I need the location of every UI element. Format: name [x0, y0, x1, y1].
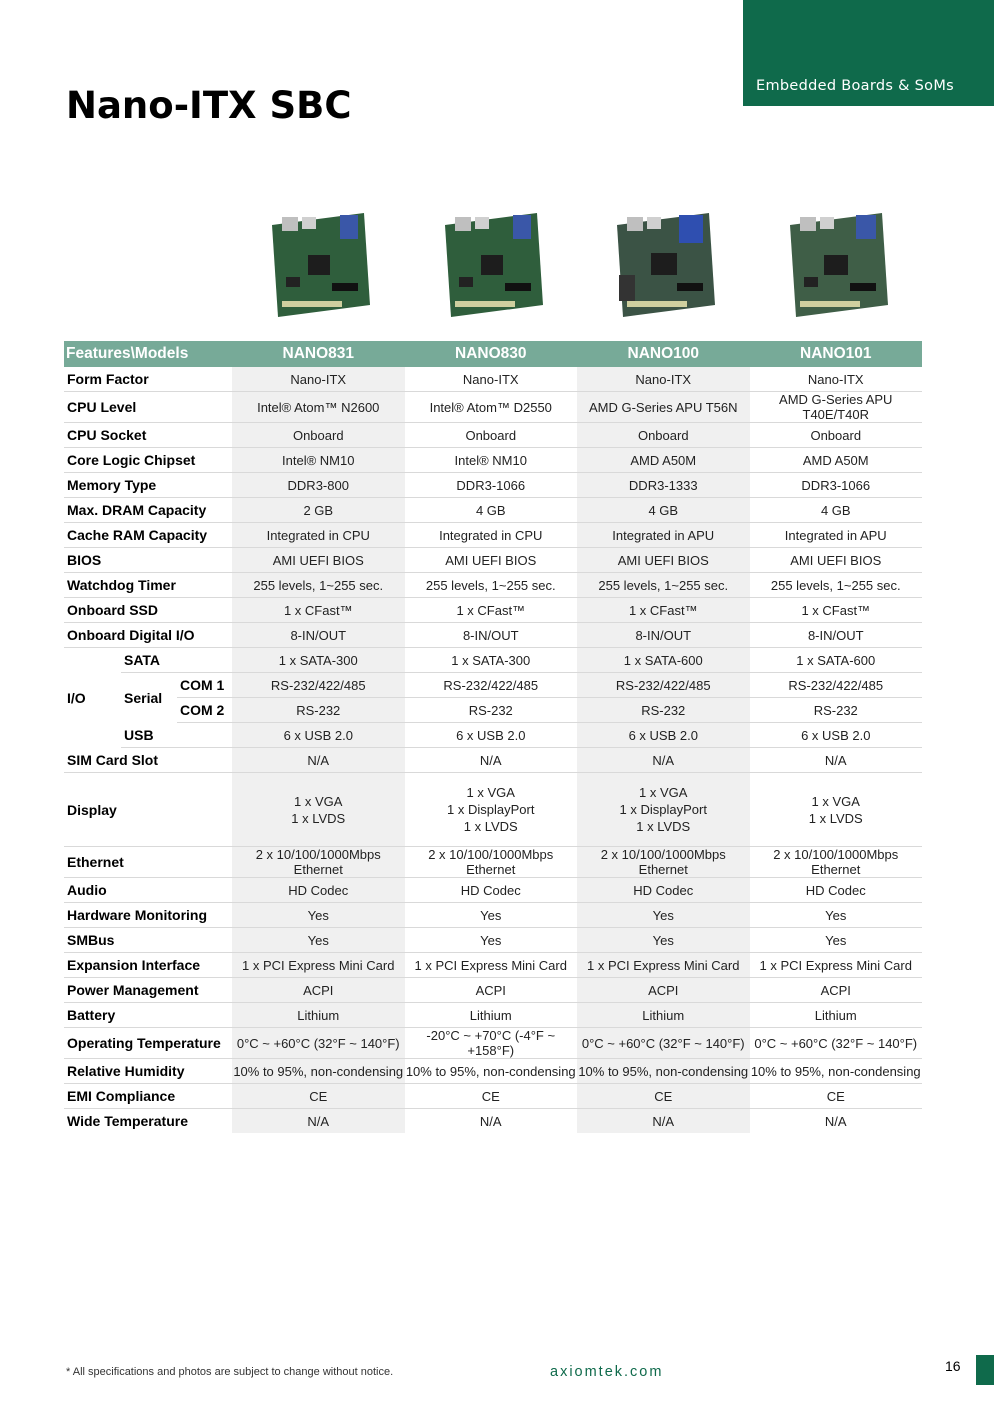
cell: 255 levels, 1~255 sec.: [577, 573, 750, 598]
cell: RS-232: [577, 698, 750, 723]
cell: HD Codec: [405, 878, 578, 903]
board-photo-nano830: [435, 205, 547, 323]
cell: CE: [232, 1084, 405, 1109]
row-power: [64, 978, 922, 1003]
cell: 2 x 10/100/1000Mbps Ethernet: [232, 847, 405, 878]
cell: ACPI: [750, 978, 923, 1003]
cell: Intel® Atom™ D2550: [405, 392, 578, 423]
cell: HD Codec: [232, 878, 405, 903]
row-label: Core Logic Chipset: [64, 448, 232, 473]
row-label: Onboard SSD: [64, 598, 232, 623]
cell: 1 x PCI Express Mini Card: [405, 953, 578, 978]
page-title: Nano-ITX SBC: [66, 84, 352, 127]
board-photo-nano831: [262, 205, 374, 323]
cell: Integrated in CPU: [232, 523, 405, 548]
model-header: NANO101: [750, 341, 923, 367]
cell: Onboard: [405, 423, 578, 448]
row-label: Watchdog Timer: [64, 573, 232, 598]
cell: -20°C ~ +70°C (-4°F ~ +158°F): [405, 1028, 578, 1059]
model-header: NANO831: [232, 341, 405, 367]
cell: 6 x USB 2.0: [577, 723, 750, 748]
cell: DDR3-800: [232, 473, 405, 498]
cell: Integrated in APU: [577, 523, 750, 548]
row-display: [64, 773, 922, 847]
cell: Yes: [232, 928, 405, 953]
cell-line: 1 x LVDS: [808, 810, 863, 826]
cell: N/A: [577, 1109, 750, 1134]
row-label: Audio: [64, 878, 232, 903]
page-number: 16: [945, 1358, 961, 1374]
row-wide-temp: [64, 1109, 922, 1134]
row-dram: [64, 498, 922, 523]
cell: RS-232/422/485: [750, 673, 923, 698]
row-label: COM 1: [177, 673, 232, 698]
cell: N/A: [824, 1113, 847, 1129]
row-label: Ethernet: [64, 847, 232, 878]
cell-line: 1 x DisplayPort: [447, 802, 535, 817]
corner-header: Features\Models: [64, 341, 232, 367]
row-op-temp: [64, 1028, 922, 1059]
row-sata: [64, 648, 922, 673]
header-row: [64, 341, 922, 367]
row-sim: [64, 748, 922, 773]
cell: 4 GB: [577, 498, 750, 523]
row-label: BIOS: [64, 548, 232, 573]
spec-table: [64, 341, 922, 1133]
row-label: Cache RAM Capacity: [64, 523, 232, 548]
cell: 0°C ~ +60°C (32°F ~ 140°F): [750, 1028, 923, 1059]
row-label: SATA: [121, 648, 232, 673]
cell: AMD A50M: [577, 448, 750, 473]
row-label: Operating Temperature: [64, 1028, 232, 1059]
cell: RS-232: [750, 698, 923, 723]
cell: Yes: [405, 903, 578, 928]
cell: Yes: [405, 928, 578, 953]
section-label: Embedded Boards & SoMs: [756, 78, 954, 94]
disclaimer-note: * All specifications and photos are subject to change without notice.: [66, 1366, 394, 1378]
cell: 1 x PCI Express Mini Card: [232, 953, 405, 978]
cell: DDR3-1066: [405, 473, 578, 498]
row-label: CPU Level: [64, 392, 232, 423]
cell-line: 1 x VGA: [639, 785, 688, 800]
cell: CE: [577, 1084, 750, 1109]
cell: 0°C ~ +60°C (32°F ~ 140°F): [577, 1028, 750, 1059]
cell: 2 x 10/100/1000Mbps Ethernet: [750, 847, 923, 878]
cell: HD Codec: [577, 878, 750, 903]
cell: Nano-ITX: [750, 367, 923, 392]
cell: 6 x USB 2.0: [405, 723, 578, 748]
cell: Nano-ITX: [405, 367, 578, 392]
row-hwmon: [64, 903, 922, 928]
cell: AMD G-Series APU T40E/T40R: [750, 392, 923, 423]
cell: AMI UEFI BIOS: [577, 548, 750, 573]
cell: 0°C ~ +60°C (32°F ~ 140°F): [232, 1028, 405, 1059]
cell: [232, 773, 405, 847]
row-emi: [64, 1084, 922, 1109]
cell: CE: [750, 1084, 923, 1109]
cell: ACPI: [405, 978, 578, 1003]
cell: AMI UEFI BIOS: [232, 548, 405, 573]
cell: 10% to 95%, non-condensing: [750, 1059, 923, 1084]
cell: Yes: [577, 903, 750, 928]
cell-line: 1 x VGA: [811, 793, 860, 809]
cell: [405, 773, 578, 847]
cell: 2 x 10/100/1000Mbps Ethernet: [577, 847, 750, 878]
cell: 1 x CFast™: [750, 598, 923, 623]
row-humidity: [64, 1059, 922, 1084]
cell-line: 1 x LVDS: [636, 819, 691, 834]
cell: 1 x SATA-600: [750, 648, 923, 673]
row-label: Hardware Monitoring: [64, 903, 232, 928]
row-usb: [64, 723, 922, 748]
cell: AMI UEFI BIOS: [750, 548, 923, 573]
cell: 1 x SATA-300: [232, 648, 405, 673]
cell: 8-IN/OUT: [750, 623, 923, 648]
row-bios: [64, 548, 922, 573]
cell: AMI UEFI BIOS: [405, 548, 578, 573]
cell: CE: [405, 1084, 578, 1109]
board-photo-nano100: [607, 205, 719, 323]
cell: Intel® NM10: [232, 448, 405, 473]
row-cpu-level: [64, 392, 922, 423]
cell: 10% to 95%, non-condensing: [577, 1059, 750, 1084]
row-label: Power Management: [64, 978, 232, 1003]
cell: Lithium: [232, 1003, 405, 1028]
row-com2: [64, 698, 922, 723]
cell: 1 x CFast™: [577, 598, 750, 623]
row-audio: [64, 878, 922, 903]
row-cache: [64, 523, 922, 548]
cell: 1 x PCI Express Mini Card: [577, 953, 750, 978]
board-photo-nano101: [780, 205, 892, 323]
cell: 6 x USB 2.0: [750, 723, 923, 748]
cell-line: 1 x LVDS: [463, 819, 518, 834]
cell: Nano-ITX: [577, 367, 750, 392]
cell: 1 x CFast™: [405, 598, 578, 623]
row-label: Form Factor: [64, 367, 232, 392]
row-label: Wide Temperature: [67, 1113, 188, 1129]
row-label: Memory Type: [64, 473, 232, 498]
model-header: NANO100: [577, 341, 750, 367]
cell: N/A: [405, 748, 578, 773]
row-memory-type: [64, 473, 922, 498]
row-label: Max. DRAM Capacity: [64, 498, 232, 523]
cell: Onboard: [750, 423, 923, 448]
cell: Yes: [577, 928, 750, 953]
cell: N/A: [479, 1113, 502, 1129]
cell: 4 GB: [405, 498, 578, 523]
cell: Yes: [750, 903, 923, 928]
cell: 1 x SATA-300: [405, 648, 578, 673]
cell: ACPI: [577, 978, 750, 1003]
cell: Lithium: [405, 1003, 578, 1028]
cell: 2 GB: [232, 498, 405, 523]
cell: 2 x 10/100/1000Mbps Ethernet: [405, 847, 578, 878]
cell: Yes: [750, 928, 923, 953]
cell: Onboard: [232, 423, 405, 448]
row-chipset: [64, 448, 922, 473]
product-photos: [232, 205, 922, 330]
row-ethernet: [64, 847, 922, 878]
cell: Yes: [232, 903, 405, 928]
cell: 255 levels, 1~255 sec.: [750, 573, 923, 598]
cell: Onboard: [577, 423, 750, 448]
cell: N/A: [232, 1109, 405, 1134]
row-label: CPU Socket: [64, 423, 232, 448]
cell: ACPI: [232, 978, 405, 1003]
row-label: USB: [121, 723, 232, 748]
cell: [577, 773, 750, 847]
cell: 255 levels, 1~255 sec.: [405, 573, 578, 598]
row-com1: [64, 673, 922, 698]
cell: Nano-ITX: [232, 367, 405, 392]
row-label: SMBus: [64, 928, 232, 953]
model-header: NANO830: [405, 341, 578, 367]
cell: DDR3-1333: [577, 473, 750, 498]
cell: N/A: [232, 748, 405, 773]
cell: 1 x CFast™: [232, 598, 405, 623]
row-label: Onboard Digital I/O: [64, 623, 232, 648]
section-tab: [743, 0, 994, 106]
cell: 255 levels, 1~255 sec.: [232, 573, 405, 598]
cell: 1 x PCI Express Mini Card: [750, 953, 923, 978]
serial-group-label: Serial: [124, 689, 163, 706]
io-group-label: I/O: [67, 689, 86, 706]
row-label: Display: [64, 773, 232, 847]
row-label: Battery: [64, 1003, 232, 1028]
cell-line: 1 x VGA: [466, 785, 515, 800]
cell: Lithium: [577, 1003, 750, 1028]
cell: 4 GB: [750, 498, 923, 523]
cell: N/A: [750, 748, 923, 773]
cell: RS-232: [232, 698, 405, 723]
row-battery: [64, 1003, 922, 1028]
cell: HD Codec: [750, 878, 923, 903]
cell: Intel® Atom™ N2600: [232, 392, 405, 423]
cell: N/A: [577, 748, 750, 773]
cell: 6 x USB 2.0: [232, 723, 405, 748]
cell: Integrated in APU: [750, 523, 923, 548]
cell: 10% to 95%, non-condensing: [232, 1059, 405, 1084]
website-link[interactable]: axiomtek.com: [550, 1364, 664, 1380]
row-label: Expansion Interface: [64, 953, 232, 978]
row-form-factor: [64, 367, 922, 392]
cell: RS-232/422/485: [405, 673, 578, 698]
cell: AMD A50M: [750, 448, 923, 473]
cell: 8-IN/OUT: [232, 623, 405, 648]
cell: RS-232/422/485: [577, 673, 750, 698]
page-tab-marker: [976, 1355, 994, 1385]
row-cpu-socket: [64, 423, 922, 448]
cell-line: 1 x VGA: [294, 793, 343, 809]
cell: Intel® NM10: [405, 448, 578, 473]
cell-line: 1 x LVDS: [291, 810, 346, 826]
row-watchdog: [64, 573, 922, 598]
row-label: Relative Humidity: [64, 1059, 232, 1084]
cell: [750, 773, 923, 847]
row-label: EMI Compliance: [64, 1084, 232, 1109]
row-label: COM 2: [177, 698, 232, 723]
row-dio: [64, 623, 922, 648]
cell: RS-232: [405, 698, 578, 723]
cell: 1 x SATA-600: [577, 648, 750, 673]
row-expansion: [64, 953, 922, 978]
cell: 8-IN/OUT: [577, 623, 750, 648]
cell: DDR3-1066: [750, 473, 923, 498]
row-ssd: [64, 598, 922, 623]
cell: Lithium: [750, 1003, 923, 1028]
cell: AMD G-Series APU T56N: [577, 392, 750, 423]
cell: RS-232/422/485: [232, 673, 405, 698]
cell-line: 1 x DisplayPort: [619, 802, 707, 817]
cell: 10% to 95%, non-condensing: [405, 1059, 578, 1084]
cell: 8-IN/OUT: [405, 623, 578, 648]
cell: Integrated in CPU: [405, 523, 578, 548]
row-smbus: [64, 928, 922, 953]
row-label: SIM Card Slot: [64, 748, 232, 773]
